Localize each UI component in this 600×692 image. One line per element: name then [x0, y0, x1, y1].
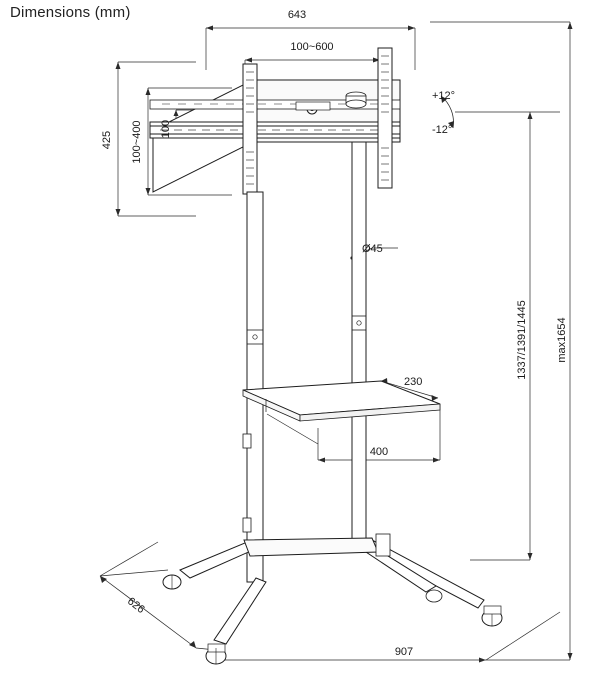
dim-max-height: max1654: [556, 317, 568, 363]
cart-base: [163, 534, 502, 664]
dim-base-width: 907: [394, 646, 414, 658]
dim-height-steps: 1337/1391/1445: [516, 300, 528, 380]
dim-shelf-width: 400: [369, 446, 389, 458]
support-columns: [243, 142, 366, 582]
dim-tilt-up: +12°: [432, 90, 456, 102]
dim-tube-diameter: Ø45: [362, 243, 383, 255]
dim-bracket-height: 425: [101, 130, 113, 150]
dim-bracket-width: 643: [287, 9, 307, 21]
dim-vesa-horizontal: 100~600: [290, 41, 334, 53]
page-title: Dimensions (mm): [10, 4, 131, 21]
dim-base-depth: 626: [124, 595, 147, 617]
dim-vesa-vertical: 100~400: [131, 120, 143, 164]
dim-shelf-depth: 230: [404, 376, 423, 388]
tv-cart-illustration: [150, 48, 502, 664]
dim-vesa-min: 100: [160, 119, 172, 139]
dim-tilt-down: -12°: [432, 124, 453, 136]
